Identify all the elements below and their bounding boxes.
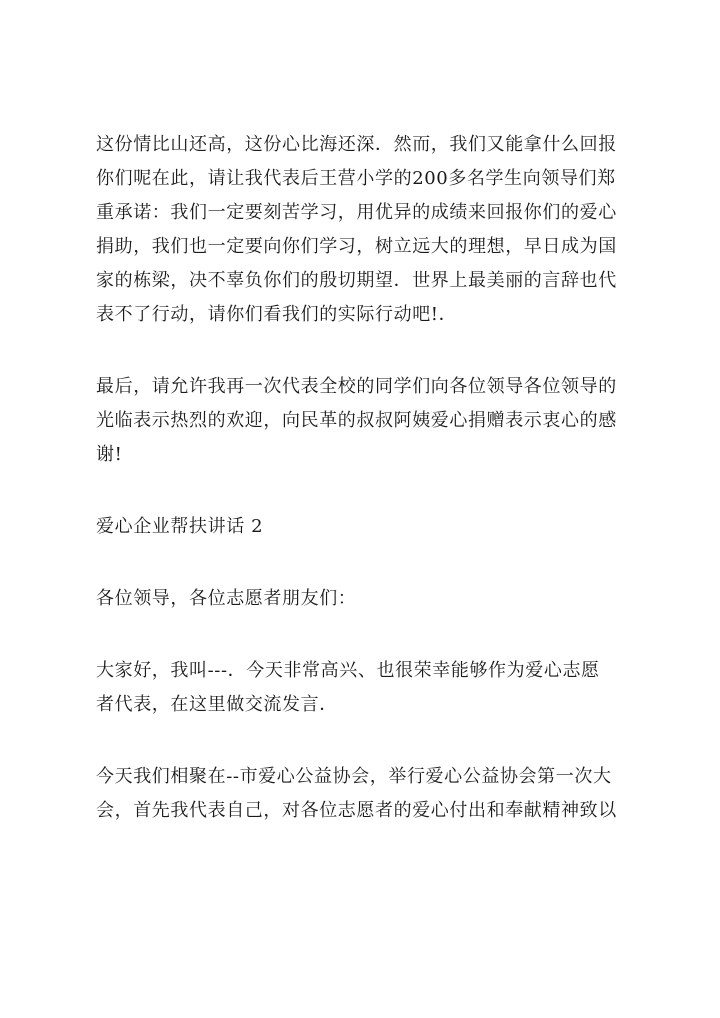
text-line: 各位领导，各位志愿者朋友们：: [96, 588, 357, 609]
text-line: 谢!: [96, 444, 123, 465]
paragraph-spacer: [96, 616, 644, 654]
text-line: 重承诺：我们一定要刻苦学习，用优异的成绩来回报你们的爱心: [96, 202, 617, 223]
paragraph-salutation: [96, 582, 644, 616]
text-line: 大家好，我叫---．今天非常高兴、也很荣幸能够作为爱心志愿: [96, 660, 600, 681]
text-line: 会，首先我代表自己，对各位志愿者的爱心付出和奉献精神致以: [96, 800, 617, 821]
text-line: 你们呢在此，请让我代表后王营小学的200多名学生向领导们郑: [96, 168, 616, 189]
paragraph-spacer: [96, 544, 644, 582]
text-line: 最后，请允许我再一次代表全校的同学们向各位领导各位领导的: [96, 376, 617, 397]
text-line: 家的栋梁，决不辜负你们的殷切期望．世界上最美丽的言辞也代: [96, 270, 617, 291]
text-line: 表不了行动，请你们看我们的实际行动吧!．: [96, 304, 458, 325]
paragraph-spacer: [96, 722, 644, 760]
paragraph-closing-thanks: [96, 370, 644, 472]
text-line: 者代表，在这里做交流发言．: [96, 694, 338, 715]
text-line: 这份情比山还高，这份心比海还深．然而，我们又能拿什么回报: [96, 134, 617, 155]
paragraph-meeting-intro: [96, 760, 644, 828]
paragraph-greeting: [96, 654, 644, 722]
section-heading: [96, 510, 644, 544]
text-line: 捐助，我们也一定要向你们学习，树立远大的理想，早日成为国: [96, 236, 617, 257]
paragraph-gratitude-promise: [96, 128, 644, 332]
text-line: 今天我们相聚在--市爱心公益协会，举行爱心公益协会第一次大: [96, 766, 612, 787]
paragraph-spacer: [96, 472, 644, 510]
text-line: 光临表示热烈的欢迎，向民革的叔叔阿姨爱心捐赠表示衷心的感: [96, 410, 617, 431]
heading-text: 爱心企业帮扶讲话 2: [96, 516, 264, 537]
document-body: [96, 128, 644, 828]
paragraph-spacer: [96, 332, 644, 370]
